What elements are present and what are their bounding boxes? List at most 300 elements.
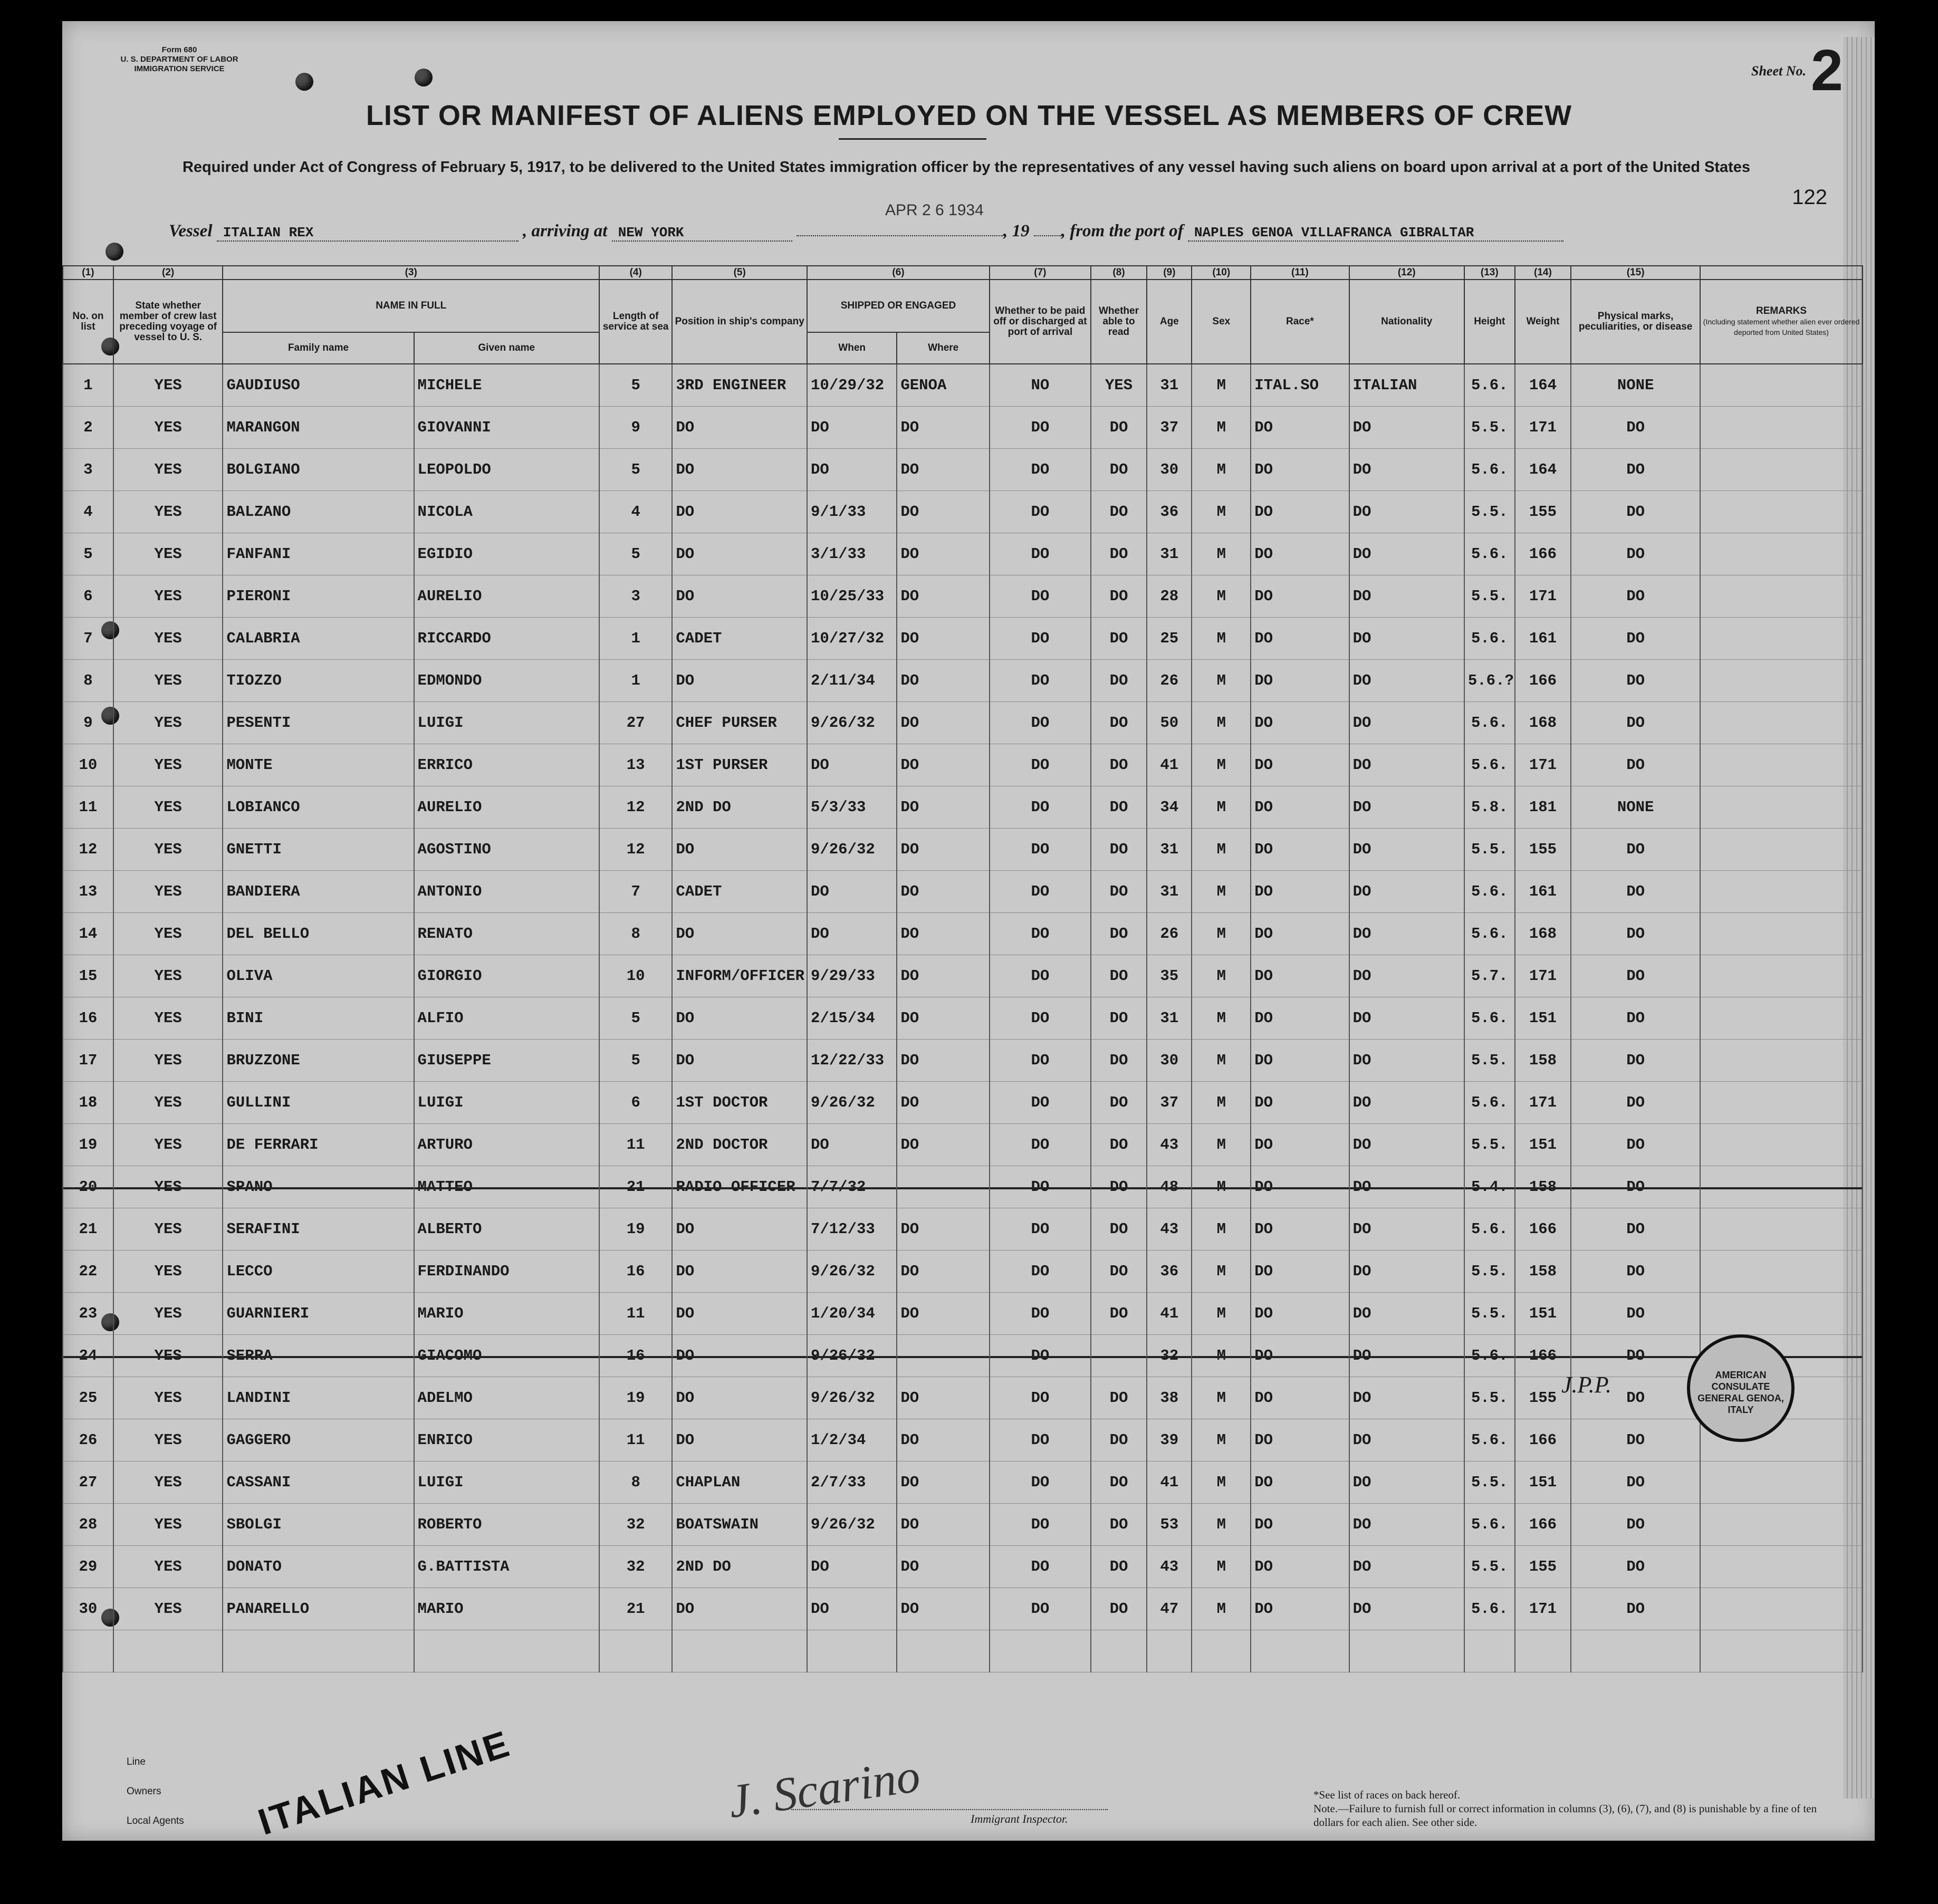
length-of-service: 12 xyxy=(599,829,672,871)
remarks xyxy=(1700,491,1863,533)
height: 5.6. xyxy=(1464,364,1515,407)
physical-marks: NONE xyxy=(1571,364,1700,407)
weight: 166 xyxy=(1515,1504,1571,1546)
able-to-read: DO xyxy=(1091,1588,1147,1630)
shipped-where: DO xyxy=(897,407,990,449)
given-name: LUIGI xyxy=(414,1082,599,1124)
footer-notes xyxy=(1313,1788,1841,1829)
year-blank xyxy=(1034,235,1061,236)
empty-cell xyxy=(1192,1630,1251,1672)
family-name: FANFANI xyxy=(223,533,414,575)
crew-status: YES xyxy=(113,1377,223,1419)
empty-cell xyxy=(897,1630,990,1672)
empty-cell xyxy=(807,1630,897,1672)
nationality: DO xyxy=(1349,407,1464,449)
crew-status: YES xyxy=(113,871,223,913)
paid-off: DO xyxy=(990,1251,1091,1293)
paid-off: DO xyxy=(990,1504,1091,1546)
paid-off: DO xyxy=(990,1335,1091,1377)
shipped-where: DO xyxy=(897,1377,990,1419)
family-name: SBOLGI xyxy=(223,1504,414,1546)
row-number: 15 xyxy=(63,955,113,997)
shipped-when: DO xyxy=(807,913,897,955)
shipped-when: 10/25/33 xyxy=(807,575,897,618)
given-name: AGOSTINO xyxy=(414,829,599,871)
age: 32 xyxy=(1147,1335,1192,1377)
row-number: 24 xyxy=(63,1335,113,1377)
arriving-label: , arriving at xyxy=(523,222,608,241)
empty-cell xyxy=(1515,1630,1571,1672)
paid-off: DO xyxy=(990,829,1091,871)
paid-off: DO xyxy=(990,1293,1091,1335)
physical-marks: DO xyxy=(1571,1082,1700,1124)
shipped-where: DO xyxy=(897,744,990,786)
weight: 155 xyxy=(1515,1377,1571,1419)
col-num: (10) xyxy=(1192,266,1251,280)
position: DO xyxy=(672,829,807,871)
age: 26 xyxy=(1147,660,1192,702)
remarks xyxy=(1700,1546,1863,1588)
shipped-when: 12/22/33 xyxy=(807,1040,897,1082)
crew-status: YES xyxy=(113,660,223,702)
age: 25 xyxy=(1147,618,1192,660)
physical-marks: DO xyxy=(1571,1588,1700,1630)
height: 5.6. xyxy=(1464,913,1515,955)
given-name: ROBERTO xyxy=(414,1504,599,1546)
sex: M xyxy=(1192,364,1251,407)
crew-status: YES xyxy=(113,1251,223,1293)
form-number: Form 680 xyxy=(161,45,197,54)
physical-marks: DO xyxy=(1571,1461,1700,1504)
family-name: DE FERRARI xyxy=(223,1124,414,1166)
nationality: DO xyxy=(1349,1124,1464,1166)
family-name: BALZANO xyxy=(223,491,414,533)
col-num: (8) xyxy=(1091,266,1147,280)
remarks xyxy=(1700,364,1863,407)
from-port-label: , from the port of xyxy=(1061,222,1184,241)
shipped-when: 1/20/34 xyxy=(807,1293,897,1335)
nationality: DO xyxy=(1349,702,1464,744)
position: BOATSWAIN xyxy=(672,1504,807,1546)
shipped-where: DO xyxy=(897,1040,990,1082)
crew-status: YES xyxy=(113,407,223,449)
crew-status: YES xyxy=(113,786,223,829)
table-row xyxy=(63,660,1863,702)
shipped-where: DO xyxy=(897,829,990,871)
weight: 166 xyxy=(1515,1208,1571,1251)
table-row xyxy=(63,1040,1863,1082)
length-of-service: 32 xyxy=(599,1504,672,1546)
age: 34 xyxy=(1147,786,1192,829)
col-num: (14) xyxy=(1515,266,1571,280)
sex: M xyxy=(1192,660,1251,702)
family-name: PESENTI xyxy=(223,702,414,744)
header-name: NAME IN FULL xyxy=(223,280,599,332)
shipped-where: GENOA xyxy=(897,364,990,407)
row-number: 25 xyxy=(63,1377,113,1419)
position: 2ND DOCTOR xyxy=(672,1124,807,1166)
race: DO xyxy=(1251,660,1349,702)
weight: 151 xyxy=(1515,1293,1571,1335)
row-number: 13 xyxy=(63,871,113,913)
age: 50 xyxy=(1147,702,1192,744)
shipped-where: DO xyxy=(897,1504,990,1546)
physical-marks: DO xyxy=(1571,1546,1700,1588)
given-name: ARTURO xyxy=(414,1124,599,1166)
header-given-name: Given name xyxy=(414,332,599,364)
crew-status: YES xyxy=(113,533,223,575)
height: 5.5. xyxy=(1464,1124,1515,1166)
height: 5.5. xyxy=(1464,1546,1515,1588)
nationality: DO xyxy=(1349,1208,1464,1251)
year-label: , 19 xyxy=(1003,222,1030,241)
physical-marks: DO xyxy=(1571,1040,1700,1082)
length-of-service: 8 xyxy=(599,913,672,955)
shipped-when: 9/26/32 xyxy=(807,1504,897,1546)
weight: 171 xyxy=(1515,1082,1571,1124)
sex: M xyxy=(1192,1293,1251,1335)
manifest-table-wrap xyxy=(62,265,1863,1737)
table-row xyxy=(63,1293,1863,1335)
position: DO xyxy=(672,1588,807,1630)
given-name: NICOLA xyxy=(414,491,599,533)
length-of-service: 5 xyxy=(599,997,672,1040)
height: 5.6. xyxy=(1464,533,1515,575)
sex: M xyxy=(1192,786,1251,829)
header-shipped: SHIPPED OR ENGAGED xyxy=(807,280,990,332)
family-name: GULLINI xyxy=(223,1082,414,1124)
empty-cell xyxy=(414,1630,599,1672)
department-name: U. S. DEPARTMENT OF LABOR xyxy=(120,55,238,64)
age: 36 xyxy=(1147,491,1192,533)
given-name: MARIO xyxy=(414,1588,599,1630)
physical-marks: DO xyxy=(1571,744,1700,786)
able-to-read: DO xyxy=(1091,997,1147,1040)
height: 5.6. xyxy=(1464,1419,1515,1461)
able-to-read: DO xyxy=(1091,449,1147,491)
physical-marks: DO xyxy=(1571,449,1700,491)
shipped-when: 10/27/32 xyxy=(807,618,897,660)
race: DO xyxy=(1251,449,1349,491)
footer-labels xyxy=(127,1756,184,1845)
table-row xyxy=(63,491,1863,533)
form-identifier xyxy=(69,45,290,74)
height: 5.5. xyxy=(1464,491,1515,533)
shipped-when: 9/1/33 xyxy=(807,491,897,533)
able-to-read: DO xyxy=(1091,913,1147,955)
weight: 158 xyxy=(1515,1040,1571,1082)
paid-off: DO xyxy=(990,871,1091,913)
nationality: DO xyxy=(1349,491,1464,533)
given-name: FERDINANDO xyxy=(414,1251,599,1293)
crew-status: YES xyxy=(113,744,223,786)
remarks xyxy=(1700,1504,1863,1546)
race: DO xyxy=(1251,1335,1349,1377)
physical-marks: DO xyxy=(1571,1124,1700,1166)
header-nationality: Nationality xyxy=(1349,280,1464,364)
sex: M xyxy=(1192,1546,1251,1588)
initials: J.P.P. xyxy=(1561,1372,1611,1398)
crew-status: YES xyxy=(113,829,223,871)
shipped-when: 10/29/32 xyxy=(807,364,897,407)
age: 35 xyxy=(1147,955,1192,997)
weight: 181 xyxy=(1515,786,1571,829)
length-of-service: 9 xyxy=(599,407,672,449)
empty-cell xyxy=(113,1630,223,1672)
seal-text: AMERICAN CONSULATE GENERAL GENOA, ITALY xyxy=(1697,1370,1784,1415)
age: 47 xyxy=(1147,1588,1192,1630)
sex: M xyxy=(1192,702,1251,744)
arriving-port: NEW YORK xyxy=(612,225,792,242)
paid-off: DO xyxy=(990,618,1091,660)
row-number: 26 xyxy=(63,1419,113,1461)
weight: 171 xyxy=(1515,575,1571,618)
age: 31 xyxy=(1147,997,1192,1040)
paid-off: DO xyxy=(990,533,1091,575)
age: 41 xyxy=(1147,1461,1192,1504)
remarks xyxy=(1700,407,1863,449)
physical-marks: DO xyxy=(1571,1504,1700,1546)
col-num: (6) xyxy=(807,266,990,280)
race: DO xyxy=(1251,1377,1349,1419)
remarks xyxy=(1700,1293,1863,1335)
able-to-read: DO xyxy=(1091,1504,1147,1546)
weight: 151 xyxy=(1515,1124,1571,1166)
given-name: AURELIO xyxy=(414,786,599,829)
given-name: ERRICO xyxy=(414,744,599,786)
shipped-when: 2/7/33 xyxy=(807,1461,897,1504)
remarks xyxy=(1700,1461,1863,1504)
family-name: BRUZZONE xyxy=(223,1040,414,1082)
physical-marks: DO xyxy=(1571,1251,1700,1293)
length-of-service: 12 xyxy=(599,786,672,829)
remarks xyxy=(1700,1588,1863,1630)
able-to-read: DO xyxy=(1091,871,1147,913)
family-name: SPANO xyxy=(223,1166,414,1208)
sex: M xyxy=(1192,533,1251,575)
family-name: LOBIANCO xyxy=(223,786,414,829)
race: DO xyxy=(1251,955,1349,997)
remarks xyxy=(1700,533,1863,575)
owners-label: Owners xyxy=(127,1786,161,1797)
given-name: MICHELE xyxy=(414,364,599,407)
paid-off: DO xyxy=(990,744,1091,786)
arrival-date-blank xyxy=(797,235,1003,236)
crew-status: YES xyxy=(113,1082,223,1124)
position: CADET xyxy=(672,871,807,913)
race: DO xyxy=(1251,407,1349,449)
height: 5.6. xyxy=(1464,997,1515,1040)
row-number: 17 xyxy=(63,1040,113,1082)
given-name: GIACOMO xyxy=(414,1335,599,1377)
nationality: DO xyxy=(1349,618,1464,660)
table-row xyxy=(63,449,1863,491)
crew-status: YES xyxy=(113,491,223,533)
empty-cell xyxy=(599,1630,672,1672)
shipped-when: 9/26/32 xyxy=(807,829,897,871)
sheet-number: 2 xyxy=(1810,38,1843,103)
empty-cell xyxy=(1147,1630,1192,1672)
shipped-where: DO xyxy=(897,997,990,1040)
from-port: NAPLES GENOA VILLAFRANCA GIBRALTAR xyxy=(1188,225,1563,242)
shipped-when: 9/26/32 xyxy=(807,1251,897,1293)
weight: 158 xyxy=(1515,1166,1571,1208)
shipped-where: DO xyxy=(897,1208,990,1251)
age: 30 xyxy=(1147,449,1192,491)
remarks xyxy=(1700,660,1863,702)
position: 2ND DO xyxy=(672,786,807,829)
shipped-when: 9/26/32 xyxy=(807,702,897,744)
row-number: 29 xyxy=(63,1546,113,1588)
family-name: LANDINI xyxy=(223,1377,414,1419)
paid-off: DO xyxy=(990,449,1091,491)
shipped-where: DO xyxy=(897,1293,990,1335)
shipped-where: DO xyxy=(897,660,990,702)
nationality: DO xyxy=(1349,660,1464,702)
weight: 155 xyxy=(1515,829,1571,871)
family-name: TIOZZO xyxy=(223,660,414,702)
given-name: G.BATTISTA xyxy=(414,1546,599,1588)
shipped-when: 7/7/32 xyxy=(807,1166,897,1208)
row-number: 23 xyxy=(63,1293,113,1335)
table-row xyxy=(63,1251,1863,1293)
given-name: ADELMO xyxy=(414,1377,599,1419)
given-name: GIOVANNI xyxy=(414,407,599,449)
able-to-read: DO xyxy=(1091,1461,1147,1504)
given-name: ENRICO xyxy=(414,1419,599,1461)
row-number: 12 xyxy=(63,829,113,871)
able-to-read: DO xyxy=(1091,1251,1147,1293)
nationality: DO xyxy=(1349,449,1464,491)
binder-hole xyxy=(105,243,123,261)
nationality: DO xyxy=(1349,1251,1464,1293)
remarks xyxy=(1700,913,1863,955)
height: 5.5. xyxy=(1464,575,1515,618)
sex: M xyxy=(1192,1588,1251,1630)
shipped-when: 9/26/32 xyxy=(807,1082,897,1124)
consulate-seal xyxy=(1687,1334,1795,1442)
shipped-when: DO xyxy=(807,407,897,449)
age: 26 xyxy=(1147,913,1192,955)
shipped-where: DO xyxy=(897,955,990,997)
header-position: Position in ship's company xyxy=(672,280,807,364)
sex: M xyxy=(1192,997,1251,1040)
crew-status: YES xyxy=(113,449,223,491)
sex: M xyxy=(1192,829,1251,871)
empty-cell xyxy=(1251,1630,1349,1672)
age: 39 xyxy=(1147,1419,1192,1461)
family-name: BINI xyxy=(223,997,414,1040)
length-of-service: 6 xyxy=(599,1082,672,1124)
height: 5.6. xyxy=(1464,1504,1515,1546)
crew-status: YES xyxy=(113,1208,223,1251)
crew-status: YES xyxy=(113,1166,223,1208)
paid-off: DO xyxy=(990,997,1091,1040)
family-name: DEL BELLO xyxy=(223,913,414,955)
page-title: LIST OR MANIFEST OF ALIENS EMPLOYED ON THE VESSEL AS MEMBERS OF CREW xyxy=(366,100,1572,131)
sex: M xyxy=(1192,1208,1251,1251)
weight: 171 xyxy=(1515,744,1571,786)
family-name: CASSANI xyxy=(223,1461,414,1504)
able-to-read: DO xyxy=(1091,660,1147,702)
shipped-where: DO xyxy=(897,913,990,955)
nationality: DO xyxy=(1349,786,1464,829)
family-name: GUARNIERI xyxy=(223,1293,414,1335)
service-name: IMMIGRATION SERVICE xyxy=(134,64,225,73)
paid-off: DO xyxy=(990,575,1091,618)
position: DO xyxy=(672,1377,807,1419)
length-of-service: 7 xyxy=(599,871,672,913)
weight: 164 xyxy=(1515,364,1571,407)
length-of-service: 13 xyxy=(599,744,672,786)
position: DO xyxy=(672,575,807,618)
position: DO xyxy=(672,407,807,449)
col-num: (7) xyxy=(990,266,1091,280)
position: CHAPLAN xyxy=(672,1461,807,1504)
header-weight: Weight xyxy=(1515,280,1571,364)
position: INFORM/OFFICER xyxy=(672,955,807,997)
crew-status: YES xyxy=(113,1335,223,1377)
shipped-where: DO xyxy=(897,702,990,744)
length-of-service: 16 xyxy=(599,1251,672,1293)
crew-status: YES xyxy=(113,997,223,1040)
header-no-on-list: No. on list xyxy=(63,280,113,364)
remarks xyxy=(1700,1251,1863,1293)
race: DO xyxy=(1251,1040,1349,1082)
family-name: GAGGERO xyxy=(223,1419,414,1461)
paid-off: DO xyxy=(990,491,1091,533)
header-able-to-read: Whether able to read xyxy=(1091,280,1147,364)
physical-marks: DO xyxy=(1571,491,1700,533)
position: DO xyxy=(672,1419,807,1461)
weight: 155 xyxy=(1515,491,1571,533)
header-crew-status: State whether member of crew last preceding voyage of vessel to U. S. xyxy=(113,280,223,364)
race: DO xyxy=(1251,829,1349,871)
col-num: (11) xyxy=(1251,266,1349,280)
header-family-name: Family name xyxy=(223,332,414,364)
race: ITAL.SO xyxy=(1251,364,1349,407)
given-name: ALFIO xyxy=(414,997,599,1040)
row-number: 18 xyxy=(63,1082,113,1124)
crew-status: YES xyxy=(113,1546,223,1588)
position: DO xyxy=(672,1293,807,1335)
length-of-service: 8 xyxy=(599,1461,672,1504)
header-age: Age xyxy=(1147,280,1192,364)
sex: M xyxy=(1192,1461,1251,1504)
remarks xyxy=(1700,955,1863,997)
shipped-where: DO xyxy=(897,786,990,829)
able-to-read: DO xyxy=(1091,1293,1147,1335)
remarks-label: REMARKS xyxy=(1756,305,1807,316)
race: DO xyxy=(1251,786,1349,829)
given-name: LUIGI xyxy=(414,702,599,744)
crew-status: YES xyxy=(113,913,223,955)
physical-marks: DO xyxy=(1571,829,1700,871)
position: CADET xyxy=(672,618,807,660)
shipped-when: DO xyxy=(807,1546,897,1588)
shipped-when: 1/2/34 xyxy=(807,1419,897,1461)
sex: M xyxy=(1192,407,1251,449)
shipped-where: DO xyxy=(897,1588,990,1630)
physical-marks: DO xyxy=(1571,913,1700,955)
length-of-service: 1 xyxy=(599,618,672,660)
weight: 171 xyxy=(1515,407,1571,449)
able-to-read: DO xyxy=(1091,1124,1147,1166)
table-row xyxy=(63,786,1863,829)
header-when: When xyxy=(807,332,897,364)
sex: M xyxy=(1192,955,1251,997)
crew-rows xyxy=(63,364,1863,1672)
